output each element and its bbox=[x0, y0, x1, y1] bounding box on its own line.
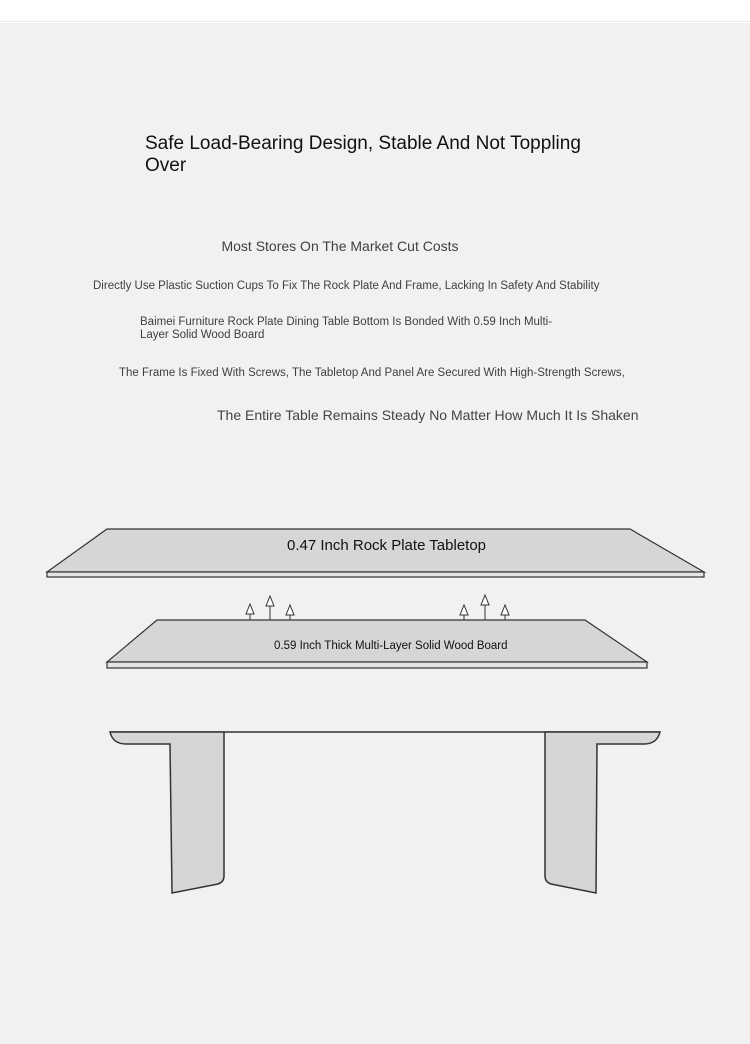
screws-line: The Frame Is Fixed With Screws, The Tabletop And Panel Are Secured With High-Strength Screws, bbox=[119, 367, 625, 379]
market-cost-line: Most Stores On The Market Cut Costs bbox=[221, 238, 459, 254]
right-leg bbox=[545, 732, 660, 893]
headline: Safe Load-Bearing Design, Stable And Not Toppling Over bbox=[145, 133, 581, 176]
table-frame bbox=[110, 732, 660, 893]
bonded-board-line: Baimei Furniture Rock Plate Dining Table Bottom Is Bonded With 0.59 Inch Multi-Layer Solid Wood Board bbox=[140, 316, 553, 341]
arrow-up-icon bbox=[266, 596, 274, 606]
arrow-up-icon bbox=[286, 605, 294, 615]
arrow-up-icon bbox=[501, 605, 509, 615]
content-panel bbox=[0, 23, 750, 1044]
rock-plate-label: 0.47 Inch Rock Plate Tabletop bbox=[287, 537, 487, 554]
top-strip bbox=[0, 0, 750, 22]
table-structure-diagram bbox=[0, 23, 750, 1044]
suction-cups-line: Directly Use Plastic Suction Cups To Fix The Rock Plate And Frame, Lacking In Safety And Stability bbox=[93, 280, 600, 292]
rock-plate-edge bbox=[47, 572, 704, 577]
steady-line: The Entire Table Remains Steady No Matter How Much It Is Shaken bbox=[217, 407, 639, 423]
arrow-up-icon bbox=[246, 604, 254, 614]
arrow-up-icon bbox=[460, 605, 468, 615]
arrow-up-icon bbox=[481, 595, 489, 605]
wood-board-edge bbox=[107, 662, 647, 668]
left-leg bbox=[110, 732, 224, 893]
wood-board-label: 0.59 Inch Thick Multi-Layer Solid Wood Board bbox=[274, 640, 508, 652]
